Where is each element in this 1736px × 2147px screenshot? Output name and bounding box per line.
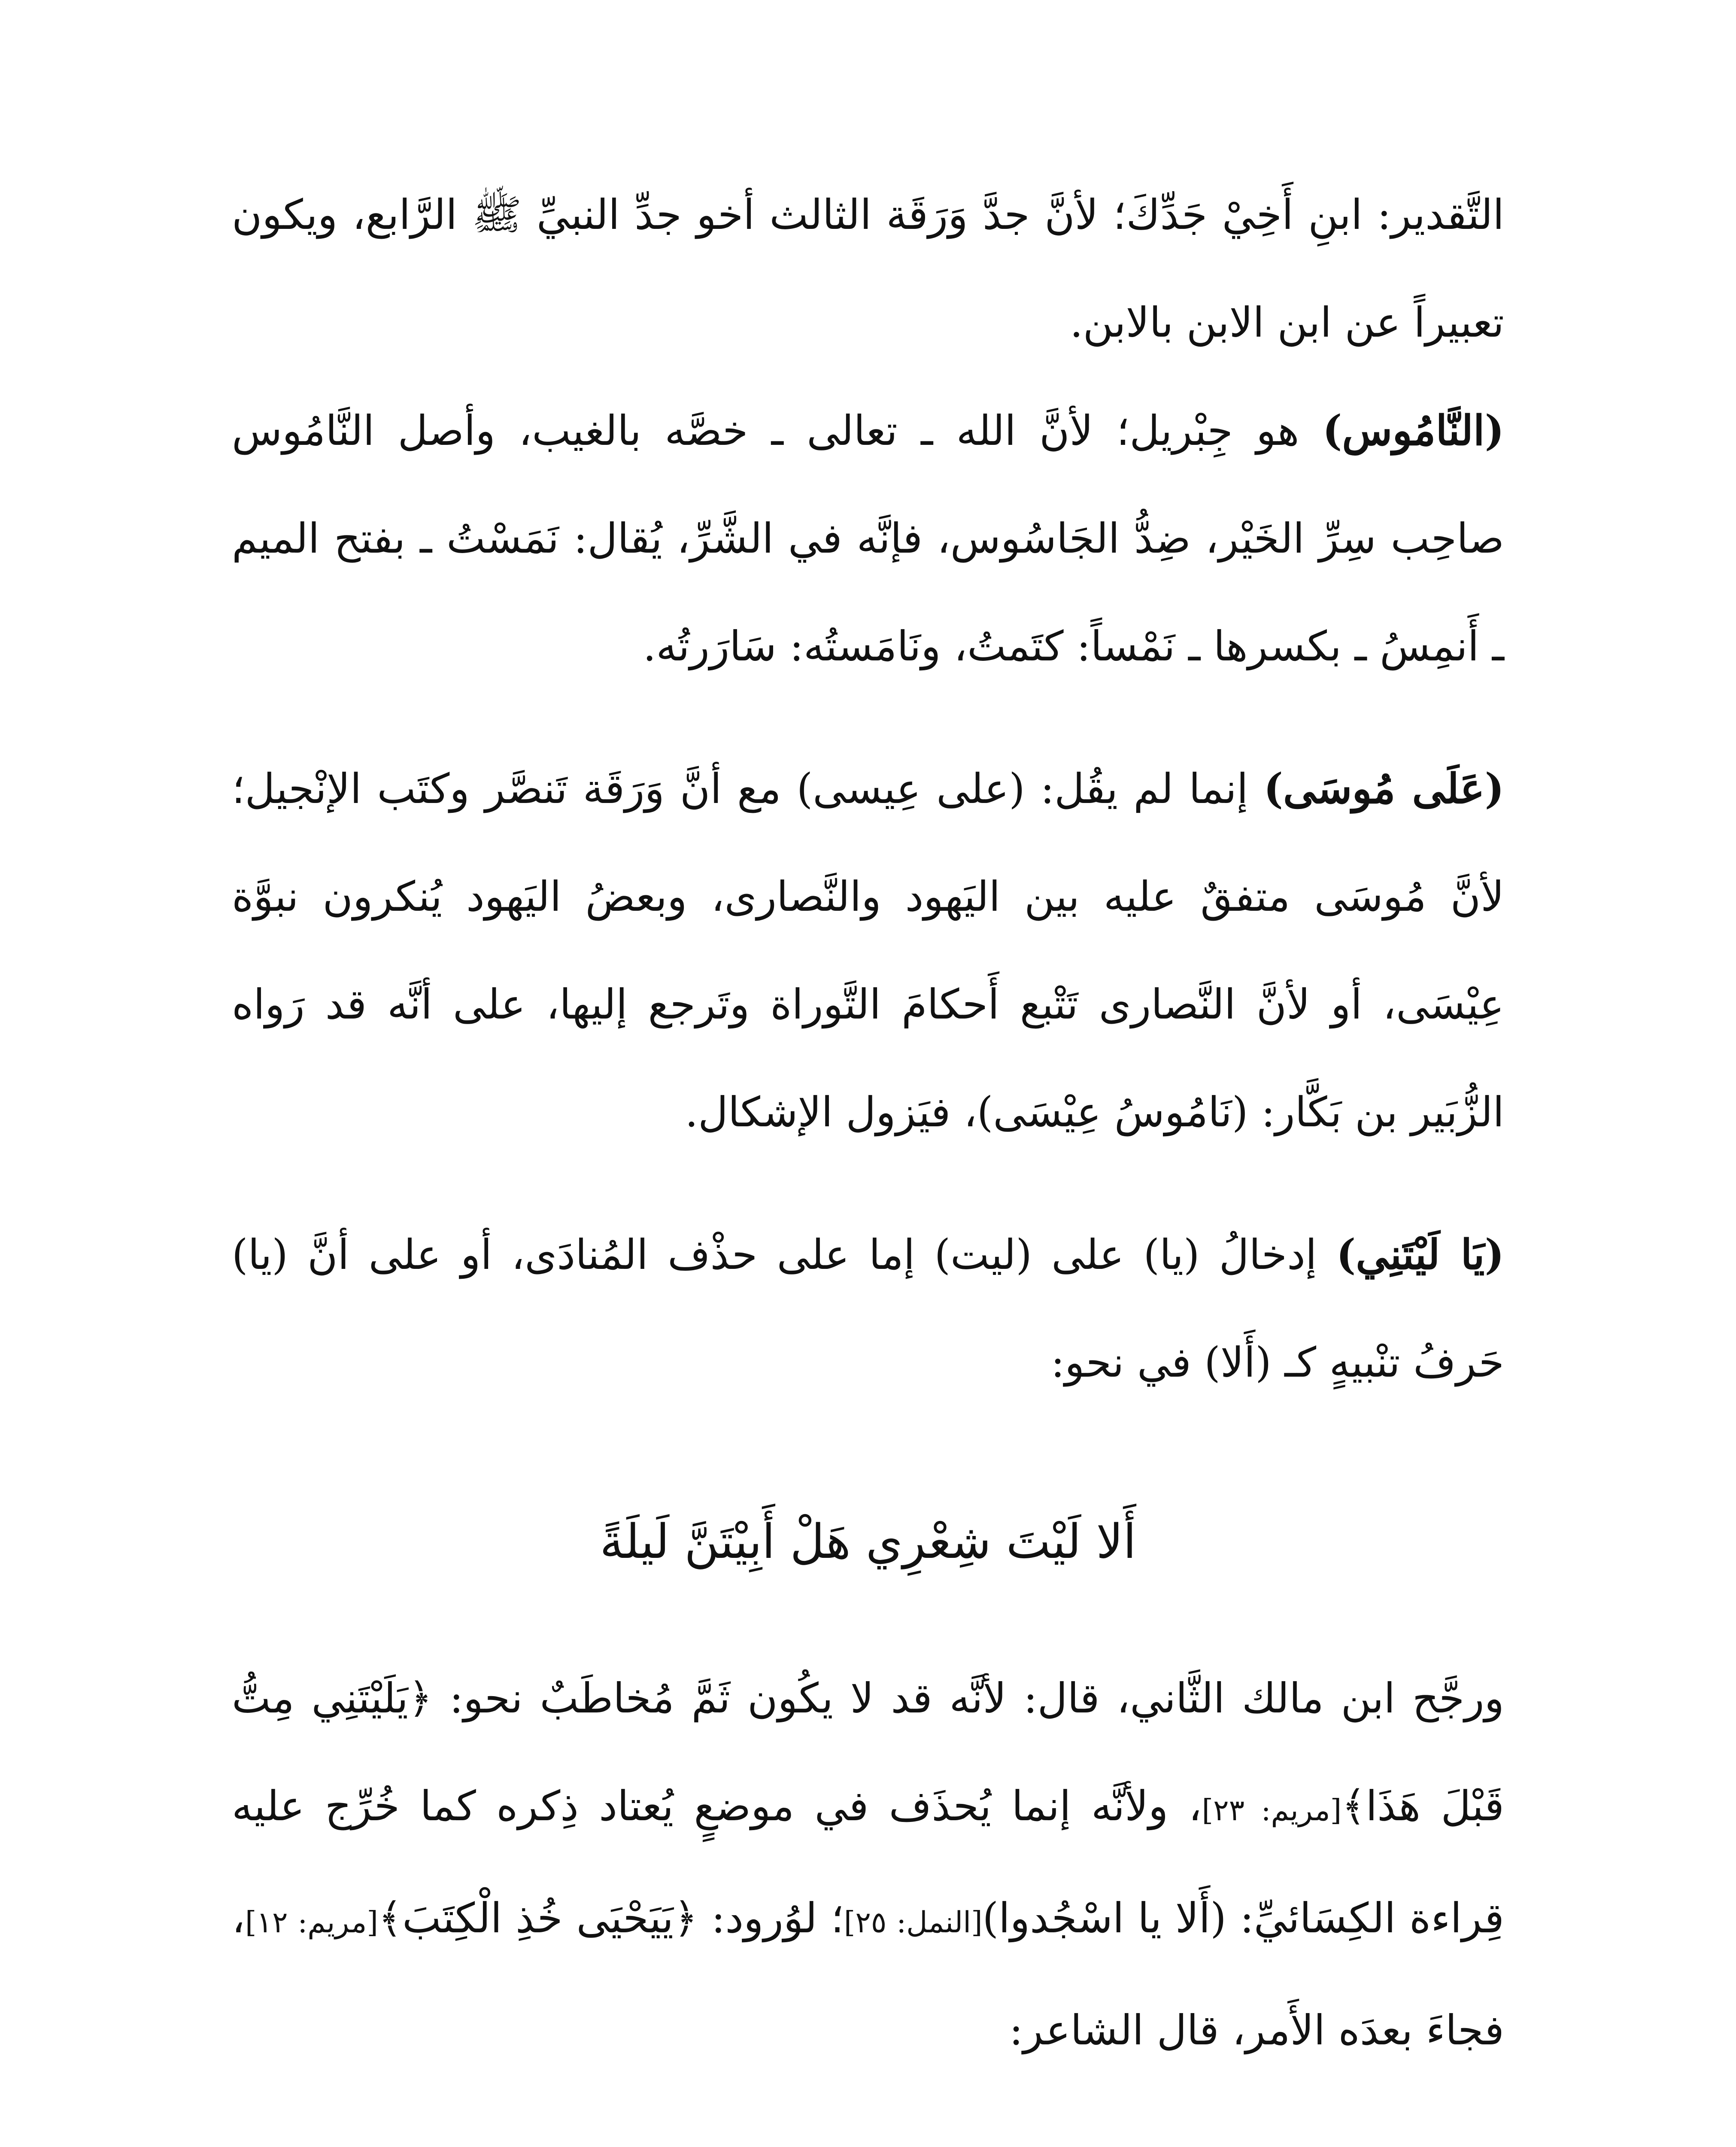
paragraph-5-part-3: ؛ لوُرود: ﴿يَيَحْيَى خُذِ الْكِتَبَ﴾: [378, 1894, 844, 1942]
paragraph-2: [232, 377, 1504, 700]
paragraph-5-part-2: ، ولأنَّه إنما يُحذَف في موضعٍ يُعتاد ذِكره كما خُرِّج عليه قِراءة الكِسَائيِّ: (أَلا يا اسْجُدوا): [232, 1782, 1505, 1942]
paragraph-1-text: التَّقدير: ابنِ أَخِيْ جَدِّكَ؛ لأنَّ جدَّ وَرَقَة الثالث أخو جدِّ النبيِّ ﷺ الرَّابع، ويكون تعبيراً عن ابن الابن بالابن.: [232, 191, 1504, 347]
main-text: [232, 161, 1504, 1417]
verse-1: أَلا لَيْتَ شِعْرِي هَلْ أَبِيْتَنَّ لَيلَةً: [600, 1514, 1136, 1569]
paragraph-5-block: [232, 1645, 1504, 2084]
paragraph-1: [232, 161, 1504, 377]
paragraph-5: [232, 1645, 1504, 2084]
paragraph-2-keyword: (النَّامُوس): [1322, 406, 1505, 455]
quran-reference-2: [النمل: ٢٥]: [844, 1906, 983, 1940]
paragraph-5-part-1: ورجَّح ابن مالك الثَّاني، قال: لأنَّه قد لا يكُون ثَمَّ مُخاطَبٌ نحو: ﴿يَلَيْتَنِي مِتُّ قَبْلَ هَذَا﴾: [232, 1674, 1504, 1830]
paragraph-3: [232, 735, 1504, 1166]
paragraph-4-text: إدخالُ (يا) على (ليت) إما على حذْف المُنادَى، أو على أنَّ (يا) حَرفُ تنْبيهٍ كـ (أَلا) في نحو:: [232, 1231, 1504, 1387]
paragraph-2-text: هو جِبْريل؛ لأنَّ الله ـ تعالى ـ خصَّه بالغيب، وأصل النَّامُوس صاحِب سِرِّ الخَيْر، ضِدُّ الجَاسُوس، فإنَّه في الشَّرِّ، يُقال: نَمَسْتُ ـ بفتح الميم ـ أَنمِسُ ـ بكسرها ـ نَمْساً: كتَمتُ، ونَامَستُه: سَارَرتُه.: [232, 407, 1504, 670]
paragraph-3-text: إنما لم يقُل: (على عِيسى) مع أنَّ وَرَقَة تَنصَّر وكتَب الإنْجيل؛ لأنَّ مُوسَى متفقٌ عليه بين اليَهود والنَّصارى، وبعضُ اليَهود يُنكرون نبوَّة عِيْسَى، أو لأنَّ النَّصارى تَتْبع أَحكامَ التَّوراة وتَرجع إليها، على أنَّه قد رَواه الزُّبَير بن بَكَّار: (نَامُوسُ عِيْسَى)، فيَزول الإشكال.: [232, 765, 1504, 1136]
quran-reference-1: [مريم: ٢٣]: [1202, 1794, 1342, 1828]
paragraph-3-keyword: (عَلَى مُوسَى): [1263, 764, 1504, 813]
verse-2: [232, 2143, 1504, 2147]
paragraph-5-part-4: ، فجاءَ بعدَه الأَمر، قال الشاعر:: [232, 1894, 1504, 2054]
paragraph-4-keyword: (يَا لَيْتَنِي): [1336, 1230, 1504, 1279]
quran-reference-3: [مريم: ١٢]: [245, 1906, 378, 1940]
paragraph-4: [232, 1201, 1504, 1417]
